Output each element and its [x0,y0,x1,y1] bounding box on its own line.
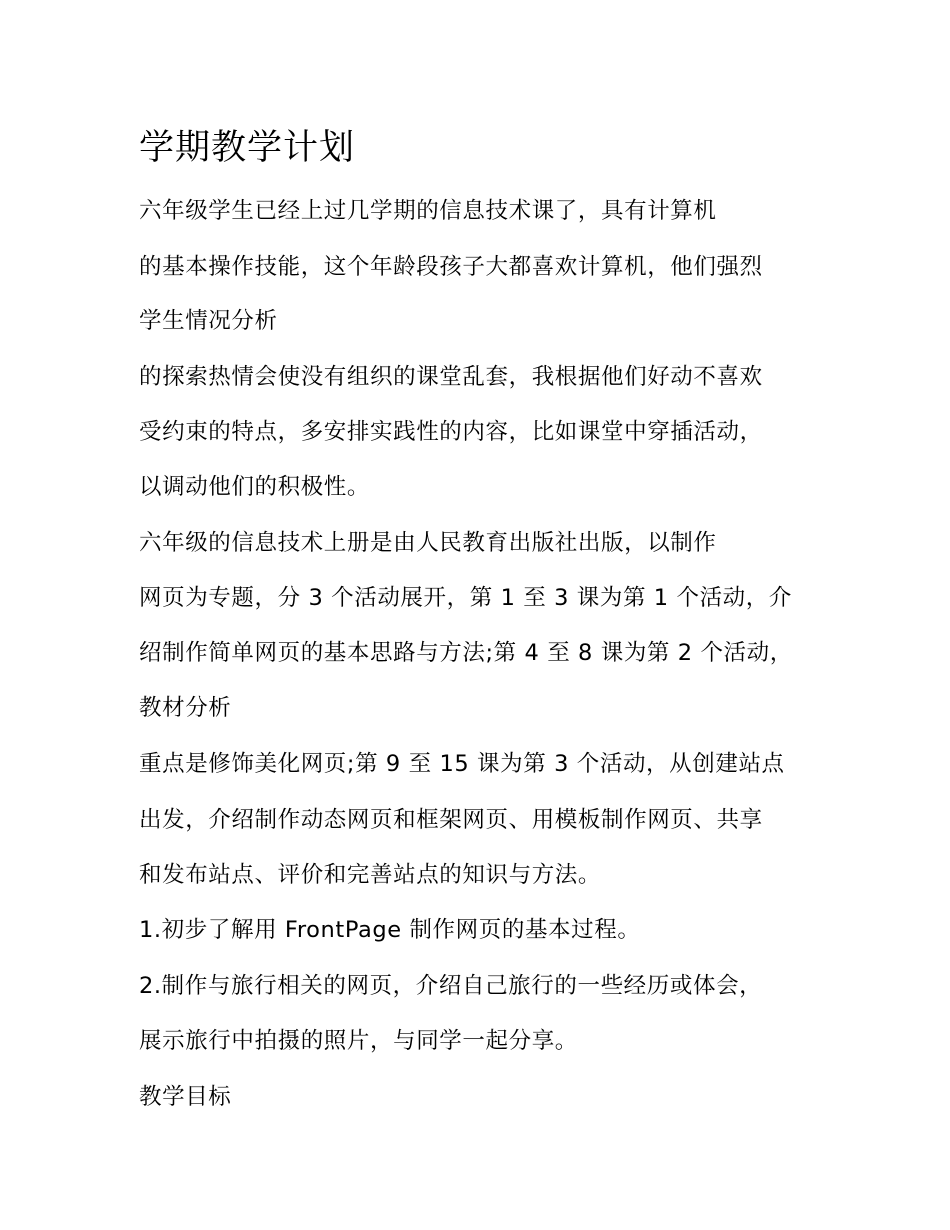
section-label-textbook-analysis: 教材分析 [139,695,232,721]
paragraph-line: 以调动他们的积极性。 [139,474,371,500]
section-label-student-analysis: 学生情况分析 [139,308,278,334]
paragraph-line: 和发布站点、评价和完善站点的知识与方法。 [139,862,602,888]
paragraph-line: 重点是修饰美化网页;第 9 至 15 课为第 3 个活动，从创建站点 [139,751,785,777]
paragraph-line: 的基本操作技能，这个年龄段孩子大都喜欢计算机，他们强烈 [139,254,763,280]
paragraph-line: 六年级学生已经上过几学期的信息技术课了，具有计算机 [139,198,717,224]
paragraph-line: 六年级的信息技术上册是由人民教育出版社出版，以制作 [139,530,717,556]
paragraph-line: 网页为专题，分 3 个活动展开，第 1 至 3 课为第 1 个活动，介 [139,585,792,611]
paragraph-line: 展示旅行中拍摄的照片，与同学一起分享。 [139,1028,578,1054]
list-item-1: 1.初步了解用 FrontPage 制作网页的基本过程。 [139,917,641,943]
list-item-2: 2.制作与旅行相关的网页，介绍自己旅行的一些经历或体会， [139,973,763,999]
document-title: 学期教学计划 [139,128,356,168]
section-label-teaching-goals: 教学目标 [139,1084,232,1110]
paragraph-line: 出发，介绍制作动态网页和框架网页、用模板制作网页、共享 [139,807,763,833]
paragraph-line: 绍制作简单网页的基本思路与方法;第 4 至 8 课为第 2 个活动， [139,640,793,666]
paragraph-line: 受约束的特点，多安排实践性的内容，比如课堂中穿插活动， [139,419,763,445]
paragraph-line: 的探索热情会使没有组织的课堂乱套，我根据他们好动不喜欢 [139,364,763,390]
